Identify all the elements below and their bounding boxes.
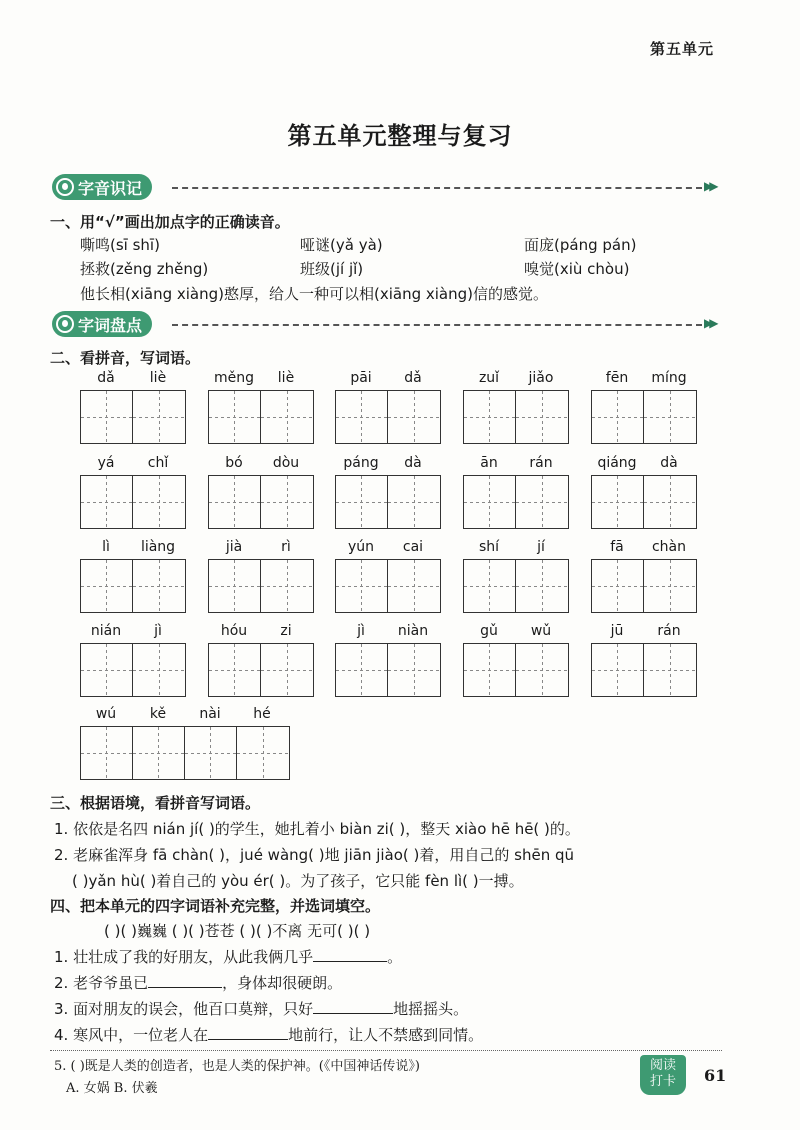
pinyin-syllable: jì — [154, 623, 162, 639]
pinyin-row — [80, 455, 186, 475]
pinyin-syllable: dǎ — [404, 370, 422, 386]
pinyin-syllable: pāi — [350, 370, 372, 386]
pinyin-syllable: shí — [478, 539, 500, 555]
pinyin-syllable: yá — [97, 455, 115, 471]
pinyin-row — [335, 370, 441, 390]
writing-cell[interactable] — [336, 644, 388, 696]
section-title: 字音识记 — [78, 178, 143, 198]
pinyin-syllable: jì — [357, 623, 365, 639]
writing-cell[interactable] — [388, 391, 440, 443]
pinyin-syllable: wǔ — [530, 623, 552, 639]
pinyin-group — [335, 623, 441, 697]
pinyin-syllable: gǔ — [480, 623, 498, 639]
pinyin-row — [208, 370, 314, 390]
q1-item: 哑谜(yǎ yà) — [300, 236, 383, 254]
writing-cell[interactable] — [592, 391, 644, 443]
writing-cells — [335, 643, 441, 697]
pinyin-syllable: lì — [102, 539, 110, 555]
pinyin-syllable: fā — [610, 539, 624, 555]
writing-cell[interactable] — [464, 391, 516, 443]
pinyin-syllable: zi — [280, 623, 292, 639]
writing-cell[interactable] — [133, 391, 185, 443]
pinyin-row — [463, 455, 569, 475]
double-arrow-icon: ▶▶ — [704, 179, 715, 193]
pinyin-syllable: niàn — [397, 623, 429, 639]
pinyin-syllable: ān — [480, 455, 498, 471]
pinyin-group — [208, 370, 314, 444]
writing-cell[interactable] — [516, 391, 568, 443]
writing-cell[interactable] — [209, 391, 261, 443]
pinyin-syllable: dòu — [272, 455, 300, 471]
pinyin-syllable: chǐ — [147, 455, 169, 471]
writing-cell[interactable] — [644, 476, 696, 528]
q1-item: 面庞(páng pán) — [524, 236, 637, 254]
writing-cells — [463, 390, 569, 444]
pinyin-row — [208, 539, 314, 559]
pinyin-row — [463, 623, 569, 643]
pinyin-syllable: zuǐ — [478, 370, 500, 386]
writing-cell[interactable] — [133, 560, 185, 612]
pinyin-syllable: dǎ — [97, 370, 115, 386]
writing-cell[interactable] — [81, 391, 133, 443]
writing-cell[interactable] — [261, 644, 313, 696]
badge-line: 阅读 — [649, 1058, 676, 1073]
writing-cell[interactable] — [81, 727, 133, 779]
writing-cell[interactable] — [336, 391, 388, 443]
pinyin-group — [80, 370, 186, 444]
q1-sentence: 他长相(xiāng xiàng)憨厚，给人一种可以相(xiāng xiàng)信的感觉。 — [80, 285, 549, 303]
writing-cell[interactable] — [464, 560, 516, 612]
writing-cells — [80, 559, 186, 613]
pinyin-row — [335, 539, 441, 559]
writing-cell[interactable] — [516, 644, 568, 696]
q4-sentence: 3. 面对朋友的误会，他百口莫辩，只好 地摇摇头。 — [54, 1000, 469, 1018]
question-3-title: 三、根据语境，看拼音写词语。 — [50, 794, 261, 812]
writing-cells — [208, 643, 314, 697]
pinyin-syllable: hé — [253, 706, 271, 722]
writing-cell[interactable] — [388, 476, 440, 528]
pinyin-syllable: qiáng — [597, 455, 637, 471]
q4-item-5: 5. ( )既是人类的创造者，也是人类的保护神。(《中国神话传说》) — [54, 1059, 420, 1074]
pinyin-group — [463, 370, 569, 444]
pinyin-row — [80, 706, 290, 726]
writing-cells — [335, 559, 441, 613]
writing-cell[interactable] — [388, 644, 440, 696]
writing-cell[interactable] — [261, 391, 313, 443]
writing-cells — [463, 643, 569, 697]
pinyin-row — [591, 623, 697, 643]
q4-words: ( )( )巍巍 ( )( )苍苍 ( )( )不离 无可( )( ) — [104, 922, 371, 940]
q4-sentence: 1. 壮壮成了我的好朋友，从此我俩几乎 。 — [54, 948, 403, 966]
pinyin-group — [591, 623, 697, 697]
pinyin-syllable: míng — [651, 370, 687, 386]
pinyin-group — [80, 539, 186, 613]
writing-cell[interactable] — [644, 560, 696, 612]
writing-cell[interactable] — [237, 727, 289, 779]
pinyin-syllable: liè — [277, 370, 295, 386]
pinyin-syllable: jiǎo — [528, 370, 554, 386]
q3-line: 1. 依依是名四 nián jí( )的学生，她扎着小 biàn zi( )，整天 xiào hē hē( )的。 — [54, 820, 580, 838]
writing-cells — [208, 475, 314, 529]
writing-cells — [80, 475, 186, 529]
pinyin-group — [80, 455, 186, 529]
writing-cell[interactable] — [592, 476, 644, 528]
writing-cells — [80, 390, 186, 444]
answer-blank[interactable] — [313, 961, 387, 962]
writing-cell[interactable] — [388, 560, 440, 612]
pinyin-group — [591, 539, 697, 613]
answer-blank[interactable] — [313, 1013, 393, 1014]
q4-options: A. 女娲 B. 伏羲 — [66, 1081, 158, 1096]
page-title: 第五单元整理与复习 — [287, 122, 513, 150]
pinyin-row — [591, 539, 697, 559]
writing-cell[interactable] — [133, 727, 185, 779]
writing-cell[interactable] — [336, 560, 388, 612]
double-arrow-icon: ▶▶ — [704, 316, 715, 330]
writing-cell[interactable] — [261, 476, 313, 528]
pinyin-group — [591, 455, 697, 529]
writing-cells — [335, 390, 441, 444]
page-number: 61 — [704, 1066, 727, 1085]
pinyin-row — [80, 539, 186, 559]
pinyin-row — [80, 623, 186, 643]
pinyin-syllable: kě — [149, 706, 167, 722]
q1-item: 嗅觉(xiù chòu) — [524, 260, 630, 278]
footer-divider — [50, 1050, 722, 1051]
pinyin-syllable: jū — [610, 623, 624, 639]
divider — [172, 187, 702, 189]
writing-cell[interactable] — [81, 560, 133, 612]
q1-item: 班级(jí jǐ) — [300, 260, 364, 278]
writing-cells — [463, 475, 569, 529]
pinyin-group — [591, 370, 697, 444]
pinyin-row — [335, 623, 441, 643]
pinyin-row — [463, 370, 569, 390]
pinyin-syllable: hóu — [220, 623, 248, 639]
question-4-title: 四、把本单元的四字词语补充完整，并选词填空。 — [50, 897, 381, 915]
writing-cell[interactable] — [592, 644, 644, 696]
writing-cells — [80, 726, 290, 780]
q1-item: 拯救(zěng zhěng) — [80, 260, 209, 278]
pinyin-syllable: rán — [529, 455, 553, 471]
pinyin-syllable: yún — [347, 539, 375, 555]
q4-sentence: 2. 老爷爷虽已 ，身体却很硬朗。 — [54, 974, 343, 992]
pinyin-syllable: liàng — [140, 539, 176, 555]
pinyin-row — [463, 539, 569, 559]
pinyin-syllable: dà — [404, 455, 422, 471]
pinyin-syllable: cai — [402, 539, 424, 555]
pinyin-syllable: wú — [95, 706, 117, 722]
writing-cell[interactable] — [261, 560, 313, 612]
pinyin-syllable: fēn — [605, 370, 629, 386]
writing-cell[interactable] — [133, 476, 185, 528]
writing-cell[interactable] — [81, 644, 133, 696]
writing-cell[interactable] — [516, 560, 568, 612]
divider — [172, 324, 702, 326]
section-header-vocabulary — [52, 311, 152, 337]
pinyin-row — [208, 623, 314, 643]
pinyin-group — [208, 455, 314, 529]
writing-cells — [208, 559, 314, 613]
pinyin-row — [591, 370, 697, 390]
pinyin-syllable: jià — [225, 539, 243, 555]
writing-cell[interactable] — [516, 476, 568, 528]
pinyin-syllable: nián — [90, 623, 122, 639]
pinyin-syllable: rì — [281, 539, 291, 555]
writing-cells — [591, 390, 697, 444]
pinyin-syllable: měng — [213, 370, 254, 386]
q3-line: ( )yǎn hù( )着自己的 yòu ér( )。为了孩子，它只能 fèn lì( )一搏。 — [72, 872, 524, 890]
writing-cells — [463, 559, 569, 613]
writing-cells — [208, 390, 314, 444]
writing-cell[interactable] — [644, 644, 696, 696]
writing-cell[interactable] — [133, 644, 185, 696]
pinyin-row — [208, 455, 314, 475]
question-1-title: 一、用“√”画出加点字的正确读音。 — [50, 213, 290, 231]
q3-line: 2. 老麻雀浑身 fā chàn( )，jué wàng( )地 jiān jiào( )着，用自己的 shēn qū — [54, 846, 575, 864]
pinyin-group — [335, 539, 441, 613]
pinyin-syllable: bó — [225, 455, 243, 471]
writing-cell[interactable] — [81, 476, 133, 528]
pinyin-group — [463, 539, 569, 613]
writing-cell[interactable] — [464, 644, 516, 696]
lightbulb-icon — [56, 315, 74, 333]
question-2-title: 二、看拼音，写词语。 — [50, 349, 201, 367]
section-title: 字词盘点 — [78, 315, 143, 335]
pinyin-syllable: liè — [149, 370, 167, 386]
pinyin-syllable: rán — [657, 623, 681, 639]
writing-cell[interactable] — [209, 560, 261, 612]
pinyin-group — [335, 455, 441, 529]
writing-cell[interactable] — [592, 560, 644, 612]
pinyin-syllable: jí — [537, 539, 545, 555]
pinyin-syllable: chàn — [651, 539, 687, 555]
writing-cells — [591, 559, 697, 613]
pinyin-syllable: páng — [343, 455, 379, 471]
pinyin-group — [208, 623, 314, 697]
answer-blank[interactable] — [208, 1039, 288, 1040]
writing-cells — [335, 475, 441, 529]
pinyin-group — [463, 455, 569, 529]
writing-cells — [591, 643, 697, 697]
writing-cell[interactable] — [209, 644, 261, 696]
writing-cell[interactable] — [644, 391, 696, 443]
pinyin-syllable: dà — [660, 455, 678, 471]
pinyin-group — [80, 706, 290, 780]
pinyin-group — [335, 370, 441, 444]
pinyin-syllable: nài — [199, 706, 221, 722]
pinyin-group — [208, 539, 314, 613]
writing-cell[interactable] — [464, 476, 516, 528]
writing-cell[interactable] — [209, 476, 261, 528]
reading-checkin-badge[interactable] — [640, 1055, 686, 1095]
unit-label: 第五单元 — [649, 40, 714, 58]
answer-blank[interactable] — [148, 987, 222, 988]
writing-cell[interactable] — [185, 727, 237, 779]
writing-cell[interactable] — [336, 476, 388, 528]
pinyin-group — [80, 623, 186, 697]
lightbulb-icon — [56, 178, 74, 196]
q4-sentence: 4. 寒风中，一位老人在 地前行，让人不禁感到同情。 — [54, 1026, 484, 1044]
pinyin-group — [463, 623, 569, 697]
badge-line: 打卡 — [649, 1074, 676, 1089]
writing-cells — [80, 643, 186, 697]
q1-item: 嘶鸣(sī shī) — [80, 236, 160, 254]
pinyin-row — [591, 455, 697, 475]
section-header-pronunciation — [52, 174, 152, 200]
pinyin-row — [335, 455, 441, 475]
writing-cells — [591, 475, 697, 529]
pinyin-row — [80, 370, 186, 390]
